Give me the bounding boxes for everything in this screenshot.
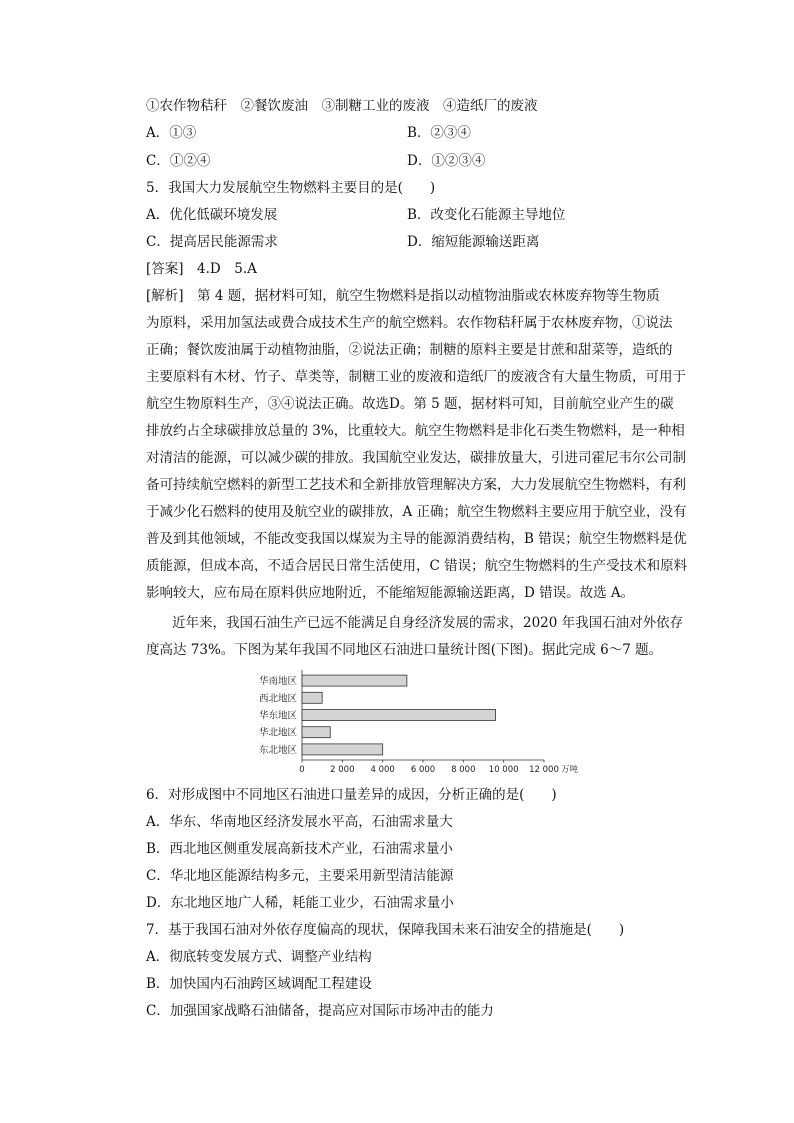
analysis-line: 排放约占全球碳排放总量的 3%，比重较大。航空生物燃料是非化石类生物燃料，是一种相 [146, 423, 685, 439]
x-tick-label: 2 000 [330, 765, 355, 775]
answer-text: 4.D 5.A [183, 261, 257, 277]
q4-option-c: C．①②④ [146, 153, 211, 169]
analysis-line: 正确；餐饮废油属于动植物油脂，②说法正确；制糖的原料主要是甘蔗和甜菜等，造纸的 [146, 342, 673, 358]
category-label: 东北地区 [258, 744, 297, 756]
q5-stem: 5．我国大力发展航空生物燃料主要目的是( ) [146, 180, 436, 196]
q4-option-d: D．①②③④ [407, 153, 486, 169]
q5-option-b: B．改变化石能源主导地位 [407, 207, 566, 223]
answer-label: [答案] [146, 261, 184, 277]
q5-option-c: C．提高居民能源需求 [146, 234, 278, 250]
analysis-line: 主要原料有木材、竹子、草类等，制糖工业的废液和造纸厂的废液含有大量生物质，可用于 [146, 369, 686, 385]
bar [302, 675, 407, 686]
category-label: 华北地区 [258, 727, 297, 739]
category-label: 西北地区 [258, 693, 297, 705]
category-label: 华东地区 [258, 710, 297, 722]
q6-stem: 6．对形成图中不同地区石油进口量差异的成因，分析正确的是( ) [146, 787, 557, 803]
q4-option-a: A．①③ [146, 125, 197, 141]
analysis-line: 普及到其他领域，不能改变我国以煤炭为主导的能源消费结构，B 错误；航空生物燃料是优 [146, 531, 687, 547]
intro-line-1: 近年来，我国石油生产已远不能满足自身经济发展的需求，2020 年我国石油对外依存 [172, 615, 684, 631]
analysis-line: 为原料，采用加氢法或费合成技术生产的航空燃料。农作物秸秆属于农林废弃物，①说法 [146, 315, 673, 331]
x-tick-label: 8 000 [451, 765, 476, 775]
x-tick-label: 0 [299, 765, 305, 775]
bar [302, 727, 330, 738]
q7-stem: 7．基于我国石油对外依存度偏高的现状，保障我国未来石油安全的措施是( ) [146, 922, 625, 938]
analysis-line-1: [解析] 第 4 题，据材料可知，航空生物燃料是指以动植物油脂或农林废弃物等生物质 [146, 288, 660, 304]
x-tick-label: 10 000 [488, 765, 519, 775]
q7-option-c: C．加强国家战略石油储备，提高应对国际市场冲击的能力 [146, 1003, 494, 1019]
x-tick-label: 12 000 [529, 765, 559, 775]
x-tick-label: 6 000 [410, 765, 436, 775]
intro-line-2: 度高达 73%。下图为某年我国不同地区石油进口量统计图(下图)。据此完成 6～7 题。 [146, 642, 663, 658]
analysis-line: 航空生物原料生产，③④说法正确。故选D。第 5 题，据材料可知，目前航空业产生的碳 [146, 396, 674, 412]
q7-option-a: A．彻底转变发展方式、调整产业结构 [146, 949, 372, 965]
q5-option-d: D．缩短能源输送距离 [407, 234, 540, 250]
answer-line [146, 259, 257, 279]
analysis-line: 备可持续航空燃料的新型工艺技术和全新排放管理解决方案，大力发展航空生物燃料，有利 [146, 477, 686, 493]
q6-option-d: D．东北地区地广人稀，耗能工业少，石油需求量小 [146, 895, 454, 911]
analysis-line: 质能源，但成本高，不适合居民日常生活使用，C 错误；航空生物燃料的生产受技术和原料 [146, 558, 688, 574]
q4-items: ①农作物秸秆 ②餐饮废油 ③制糖工业的废液 ④造纸厂的废液 [146, 98, 538, 114]
category-label: 华南地区 [258, 676, 297, 688]
q6-option-b: B．西北地区侧重发展高新技术产业，石油需求量小 [146, 841, 453, 857]
q5-option-a: A．优化低碳环境发展 [146, 207, 278, 223]
bar [302, 692, 322, 703]
analysis-label: [解析] [146, 288, 184, 304]
bar [302, 710, 496, 721]
q7-option-b: B．加快国内石油跨区域调配工程建设 [146, 976, 372, 992]
analysis-line: 于减少化石燃料的使用及航空业的碳排放，A 正确；航空生物燃料主要应用于航空业，没有 [146, 504, 687, 520]
oil-import-chart [240, 668, 580, 778]
x-unit-label: 万吨 [561, 765, 579, 775]
analysis-line: 对清洁的能源，可以减少碳的排放。我国航空业发达，碳排放量大，引进司霍尼韦尔公司制 [146, 450, 686, 466]
bar [302, 744, 383, 755]
q4-option-b: B．②③④ [407, 125, 471, 141]
q6-option-a: A．华东、华南地区经济发展水平高，石油需求量大 [146, 814, 453, 830]
analysis-line: 影响较大，应布局在原料供应地附近，不能缩短能源输送距离，D 错误。故选 A。 [146, 585, 635, 601]
q6-option-c: C．华北地区能源结构多元，主要采用新型清洁能源 [146, 868, 454, 884]
x-tick-label: 4 000 [370, 765, 395, 775]
